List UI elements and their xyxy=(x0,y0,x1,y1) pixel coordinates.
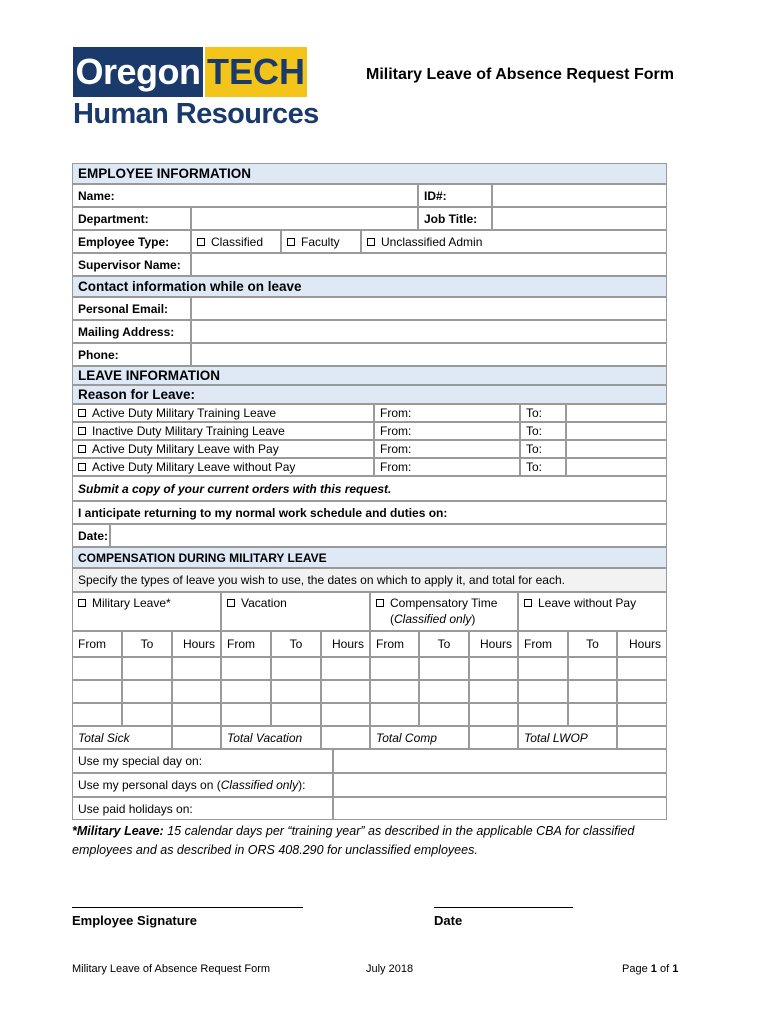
checkbox-icon xyxy=(78,445,86,453)
employee-signature-label: Employee Signature xyxy=(72,913,197,928)
grid-cell[interactable] xyxy=(518,703,568,726)
grid-cell[interactable] xyxy=(72,680,122,703)
checkbox-icon xyxy=(78,463,86,471)
job-title-label: Job Title: xyxy=(418,207,492,230)
footnote-text: 15 calendar days per “training year” as described in the applicable CBA for classified employees and as described in ORS 408.290 for unclassified employees. xyxy=(72,824,635,857)
page-number: 1 xyxy=(650,963,657,975)
type-unclassified-label: Unclassified Admin xyxy=(381,234,483,249)
military-leave-checkbox[interactable] xyxy=(72,592,221,631)
to-field[interactable] xyxy=(566,404,667,422)
phone-label: Phone: xyxy=(72,343,191,366)
type-faculty-checkbox[interactable] xyxy=(281,230,361,253)
paid-holidays-field[interactable] xyxy=(333,797,667,820)
email-label: Personal Email: xyxy=(72,297,191,320)
reason-active-training-checkbox[interactable] xyxy=(72,404,374,422)
footer-form-name: Military Leave of Absence Request Form xyxy=(72,963,271,975)
checkbox-icon xyxy=(524,599,532,607)
date-line[interactable] xyxy=(434,907,573,908)
col-from: From xyxy=(72,631,122,657)
grid-cell[interactable] xyxy=(518,657,568,680)
reason-active-pay-checkbox[interactable] xyxy=(72,440,374,458)
mailing-label: Mailing Address: xyxy=(72,320,191,343)
compensation-instructions: Specify the types of leave you wish to use, the dates on which to apply it, and total for each. xyxy=(72,568,667,592)
checkbox-icon xyxy=(227,599,235,607)
checkbox-icon xyxy=(367,238,375,246)
grid-cell[interactable] xyxy=(221,657,271,680)
col-hours: Hours xyxy=(617,631,667,657)
personal-days-label xyxy=(72,773,333,797)
grid-cell[interactable] xyxy=(221,680,271,703)
phone-field[interactable] xyxy=(191,343,667,366)
type-unclassified-checkbox[interactable] xyxy=(361,230,667,253)
name-label: Name: xyxy=(72,184,418,207)
logo-tech: TECH xyxy=(205,47,307,97)
to-label: To: xyxy=(520,422,566,440)
footer-page xyxy=(622,963,678,975)
grid-cell[interactable] xyxy=(271,657,321,680)
page-word: Page xyxy=(622,963,648,975)
reason-label: Active Duty Military Leave with Pay xyxy=(92,442,279,456)
footer-date: July 2018 xyxy=(366,963,414,975)
contact-header: Contact information while on leave xyxy=(72,276,667,297)
employee-type-label: Employee Type: xyxy=(72,230,191,253)
comp-time-checkbox[interactable]: Compensatory Time (Classified only) xyxy=(370,592,518,631)
to-field[interactable] xyxy=(566,422,667,440)
to-label: To: xyxy=(520,458,566,476)
total-vacation-field[interactable] xyxy=(321,726,370,749)
id-field[interactable] xyxy=(492,184,667,207)
logo-oregon: Oregon xyxy=(73,47,203,97)
checkbox-icon xyxy=(78,427,86,435)
col-from: From xyxy=(370,631,419,657)
orders-note: Submit a copy of your current orders with this request. xyxy=(72,476,667,501)
reason-label: Active Duty Military Leave without Pay xyxy=(92,460,296,474)
checkbox-icon xyxy=(78,599,86,607)
col-hours: Hours xyxy=(172,631,221,657)
personal-days-suffix: ): xyxy=(298,778,306,792)
grid-cell[interactable] xyxy=(568,680,617,703)
col-to: To xyxy=(122,631,172,657)
total-lwop-field[interactable] xyxy=(617,726,667,749)
grid-cell[interactable] xyxy=(122,657,172,680)
grid-cell[interactable] xyxy=(469,703,518,726)
checkbox-icon xyxy=(78,409,86,417)
type-classified-checkbox[interactable] xyxy=(191,230,281,253)
paid-holidays-label: Use paid holidays on: xyxy=(72,797,333,820)
col-to: To xyxy=(419,631,469,657)
personal-days-field[interactable] xyxy=(333,773,667,797)
grid-cell[interactable] xyxy=(271,703,321,726)
grid-cell[interactable] xyxy=(271,680,321,703)
military-leave-label: Military Leave* xyxy=(92,596,171,610)
grid-cell[interactable] xyxy=(370,680,419,703)
leave-info-header: LEAVE INFORMATION xyxy=(72,366,667,385)
comp-time-note: Classified only xyxy=(394,612,472,626)
type-faculty-label: Faculty xyxy=(301,234,340,249)
form-title: Military Leave of Absence Request Form xyxy=(366,66,674,83)
date-label: Date: xyxy=(72,524,110,547)
total-lwop-label: Total LWOP xyxy=(518,726,617,749)
from-label: From: xyxy=(380,442,412,456)
grid-cell[interactable] xyxy=(568,703,617,726)
grid-cell[interactable] xyxy=(172,703,221,726)
from-field[interactable] xyxy=(374,458,520,476)
grid-cell[interactable] xyxy=(617,680,667,703)
grid-cell[interactable] xyxy=(370,703,419,726)
grid-cell[interactable] xyxy=(122,703,172,726)
grid-cell[interactable] xyxy=(419,680,469,703)
col-hours: Hours xyxy=(469,631,518,657)
grid-cell[interactable] xyxy=(370,657,419,680)
compensation-header: COMPENSATION DURING MILITARY LEAVE xyxy=(72,547,667,568)
reason-header: Reason for Leave: xyxy=(72,385,667,404)
special-day-field[interactable] xyxy=(333,749,667,773)
grid-cell[interactable] xyxy=(617,703,667,726)
grid-cell[interactable] xyxy=(469,657,518,680)
checkbox-icon xyxy=(287,238,295,246)
grid-cell[interactable] xyxy=(321,680,370,703)
from-field[interactable] xyxy=(374,440,520,458)
total-vacation-label: Total Vacation xyxy=(221,726,321,749)
personal-days-note: Classified only xyxy=(220,778,299,792)
grid-cell[interactable] xyxy=(568,657,617,680)
from-field[interactable] xyxy=(374,404,520,422)
signature-date-label: Date xyxy=(434,913,463,928)
grid-cell[interactable] xyxy=(172,680,221,703)
of-word: of xyxy=(659,963,670,975)
department-field[interactable] xyxy=(191,207,418,230)
col-hours: Hours xyxy=(321,631,370,657)
email-field[interactable] xyxy=(191,297,667,320)
checkbox-icon xyxy=(376,599,384,607)
grid-cell[interactable] xyxy=(122,680,172,703)
from-label: From: xyxy=(380,460,412,474)
grid-cell[interactable] xyxy=(172,657,221,680)
to-label: To: xyxy=(520,440,566,458)
grid-cell[interactable] xyxy=(419,703,469,726)
total-comp-label: Total Comp xyxy=(370,726,469,749)
total-comp-field[interactable] xyxy=(469,726,518,749)
special-day-label: Use my special day on: xyxy=(72,749,333,773)
grid-cell[interactable] xyxy=(221,703,271,726)
col-to: To xyxy=(568,631,617,657)
grid-cell[interactable] xyxy=(72,703,122,726)
col-from: From xyxy=(518,631,568,657)
grid-cell[interactable] xyxy=(419,657,469,680)
reason-active-nopay-checkbox[interactable] xyxy=(72,458,374,476)
grid-cell[interactable] xyxy=(321,657,370,680)
personal-days-text: Use my personal days on ( xyxy=(78,778,221,792)
mailing-field[interactable] xyxy=(191,320,667,343)
page-total: 1 xyxy=(672,963,679,975)
department-label: Department: xyxy=(72,207,191,230)
to-label: To: xyxy=(520,404,566,422)
vacation-checkbox[interactable] xyxy=(221,592,370,631)
supervisor-label: Supervisor Name: xyxy=(72,253,191,276)
total-sick-field[interactable] xyxy=(172,726,221,749)
col-from: From xyxy=(221,631,271,657)
id-label: ID#: xyxy=(418,184,492,207)
col-to: To xyxy=(271,631,321,657)
comp-time-label: Compensatory Time xyxy=(390,596,498,610)
job-title-field[interactable] xyxy=(492,207,667,230)
reason-label: Active Duty Military Training Leave xyxy=(92,406,277,420)
footnote xyxy=(72,822,672,860)
to-field[interactable] xyxy=(566,458,667,476)
type-classified-label: Classified xyxy=(211,234,264,249)
returning-text: I anticipate returning to my normal work schedule and duties on: xyxy=(72,501,667,524)
employee-info-header: EMPLOYEE INFORMATION xyxy=(72,163,667,184)
supervisor-field[interactable] xyxy=(191,253,667,276)
vacation-label: Vacation xyxy=(241,596,287,610)
footnote-lead: *Military Leave: xyxy=(72,824,164,838)
lwop-checkbox[interactable] xyxy=(518,592,667,631)
signature-line[interactable] xyxy=(72,907,303,908)
lwop-label: Leave without Pay xyxy=(538,596,637,610)
total-sick-label: Total Sick xyxy=(72,726,172,749)
grid-cell[interactable] xyxy=(469,680,518,703)
from-label: From: xyxy=(380,406,412,420)
to-field[interactable] xyxy=(566,440,667,458)
from-label: From: xyxy=(380,424,412,438)
grid-cell[interactable] xyxy=(321,703,370,726)
grid-cell[interactable] xyxy=(72,657,122,680)
from-field[interactable] xyxy=(374,422,520,440)
grid-cell[interactable] xyxy=(617,657,667,680)
logo-department: Human Resources xyxy=(73,98,319,130)
checkbox-icon xyxy=(197,238,205,246)
reason-inactive-training-checkbox[interactable] xyxy=(72,422,374,440)
return-date-field[interactable] xyxy=(110,524,667,547)
grid-cell[interactable] xyxy=(518,680,568,703)
reason-label: Inactive Duty Military Training Leave xyxy=(92,424,285,438)
